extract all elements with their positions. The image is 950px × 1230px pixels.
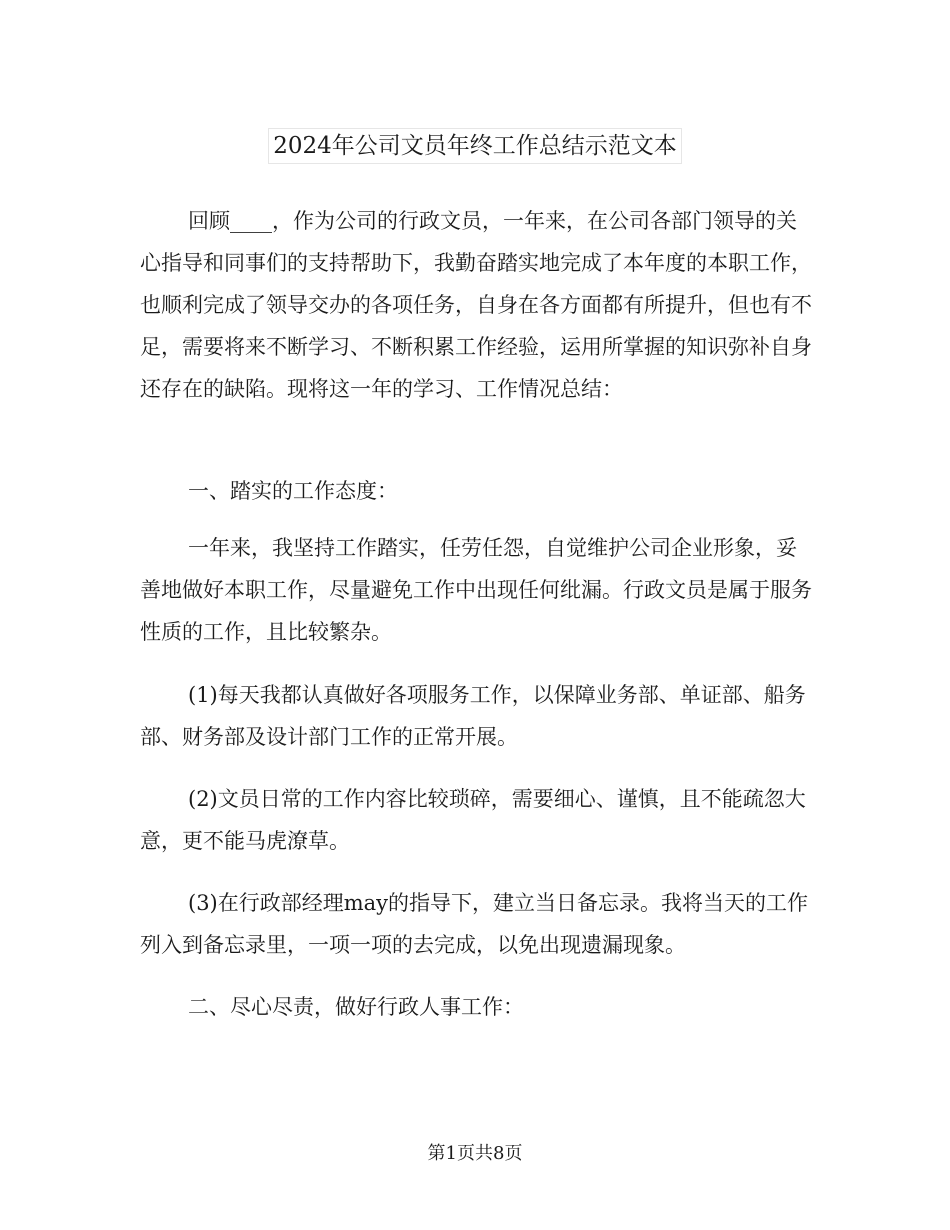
document-title: 2024年公司文员年终工作总结示范文本 bbox=[268, 128, 682, 164]
paragraph-item-3: (3)在行政部经理may的指导下，建立当日备忘录。我将当天的工作列入到备忘录里，一项一项的去完成，以免出现遗漏现象。 bbox=[140, 891, 809, 957]
paragraph-intro: 回顾____，作为公司的行政文员，一年来，在公司各部门领导的关心指导和同事们的支持帮助下，我勤奋踏实地完成了本年度的本职工作，也顺利完成了领导交办的各项任务，自身在各方面都有所提升，但也有不足，需要将来不断学习、不断积累工作经验，运用所掌握的知识弥补自身还存在的缺陷。现将这一年的学习、工作情况总结： bbox=[140, 209, 812, 401]
paragraph-attitude: 一年来，我坚持工作踏实，任劳任怨，自觉维护公司企业形象，妥善地做好本职工作，尽量避免工作中出现任何纰漏。行政文员是属于服务性质的工作，且比较繁杂。 bbox=[140, 536, 812, 644]
page-number: 第1页共8页 bbox=[427, 1143, 523, 1164]
section-heading-2: 二、尽心尽责，做好行政人事工作： bbox=[188, 995, 524, 1019]
document-title-wrap bbox=[0, 128, 950, 164]
paragraph-item-1: (1)每天我都认真做好各项服务工作，以保障业务部、单证部、船务部、财务部及设计部门工作的正常开展。 bbox=[140, 683, 806, 749]
section-heading-1: 一、踏实的工作态度： bbox=[188, 479, 398, 503]
paragraph-item-2: (2)文员日常的工作内容比较琐碎，需要细心、谨慎，且不能疏忽大意，更不能马虎潦草。 bbox=[140, 787, 806, 853]
